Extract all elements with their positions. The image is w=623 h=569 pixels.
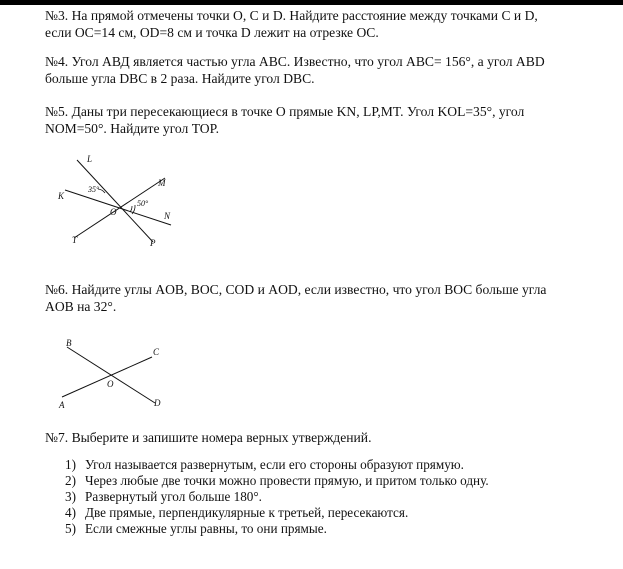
list-item-number: 2) [65, 473, 76, 488]
list-item [65, 457, 595, 473]
label-d: D [154, 398, 161, 408]
list-item [65, 473, 595, 489]
label-b: B [66, 338, 72, 348]
label-l: L [87, 154, 93, 164]
angle-label-50: 50° [137, 199, 149, 208]
problem-5 [45, 103, 593, 137]
line-kn [65, 190, 171, 225]
problem-4-line-2: больше угла DBC в 2 раза. Найдите угол DBC. [45, 71, 315, 86]
label-a: A [59, 400, 65, 410]
list-item [65, 505, 595, 521]
list-item-text: Угол называется развернутым, если его стороны образуют прямую. [85, 457, 464, 472]
figure-two-lines [52, 335, 172, 415]
label-t: T [72, 235, 78, 245]
problem-3 [45, 7, 593, 41]
angle-arc-nom-1 [130, 206, 132, 212]
problem-7-statement-list [65, 457, 595, 537]
problem-7-title [45, 429, 593, 446]
figure-three-lines [50, 150, 190, 255]
list-item-number: 4) [65, 505, 76, 520]
label-m: M [158, 178, 166, 188]
list-item [65, 489, 595, 505]
list-item-text: Развернутый угол больше 180°. [85, 489, 262, 504]
problem-5-line-2: NOM=50°. Найдите угол TOP. [45, 121, 220, 136]
label-o2: O [107, 379, 114, 389]
list-item-text: Через любые две точки можно провести прямую, и притом только одну. [85, 473, 489, 488]
list-item-number: 1) [65, 457, 76, 472]
label-k: K [58, 191, 65, 201]
problem-6-line-1: №6. Найдите углы AOB, BOC, COD и AOD, если известно, что угол BOC больше угла [45, 282, 547, 297]
problem-6-line-2: AOB на 32°. [45, 299, 117, 314]
problem-5-line-1: №5. Даны три пересекающиеся в точке О прямые KN, LP,MT. Угол KOL=35°, угол [45, 104, 525, 119]
label-o: O [110, 207, 117, 217]
line-ac [62, 357, 152, 397]
problem-3-line-1: №3. На прямой отмечены точки O, C и D. Найдите расстояние между точками C и D, [45, 8, 538, 23]
angle-label-35: 35° [88, 185, 100, 194]
list-item-number: 3) [65, 489, 76, 504]
problem-7-title-text: №7. Выберите и запишите номера верных утверждений. [45, 430, 372, 445]
label-p: P [150, 238, 156, 248]
label-c: C [153, 347, 160, 357]
label-n: N [164, 211, 171, 221]
problem-4-line-1: №4. Угол АВД является частью угла АВС. Известно, что угол АВС= 156°, а угол ABD [45, 54, 545, 69]
list-item-text: Если смежные углы равны, то они прямые. [85, 521, 327, 536]
problem-6 [45, 281, 593, 315]
problem-3-line-2: если OC=14 см, OD=8 см и точка D лежит на отрезке OC. [45, 25, 379, 40]
problem-4 [45, 53, 593, 87]
list-item [65, 521, 595, 537]
list-item-number: 5) [65, 521, 76, 536]
list-item-text: Две прямые, перпендикулярные к третьей, пересекаются. [85, 505, 409, 520]
